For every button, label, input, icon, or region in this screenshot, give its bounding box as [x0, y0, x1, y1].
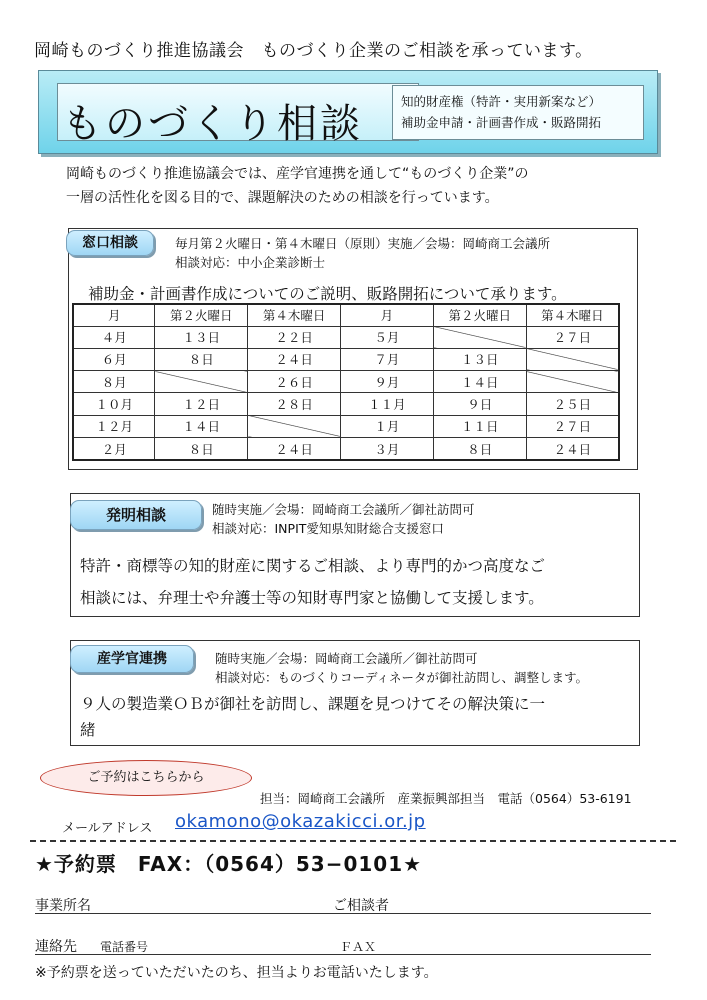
- schedule-header-cell: 第２火曜日: [433, 304, 526, 326]
- madoguchi-tag: 窓口相談: [66, 230, 154, 256]
- schedule-row: [73, 348, 619, 370]
- schedule-cell: ３月: [341, 438, 434, 460]
- madoguchi-info: [175, 234, 550, 272]
- sangaku-tag: 産学官連携: [70, 645, 194, 673]
- schedule-row: [73, 393, 619, 415]
- page-title: ものづくり相談: [62, 101, 363, 147]
- company-label: 事業所名: [35, 898, 91, 914]
- schedule-header-cell: 第４木曜日: [248, 304, 341, 326]
- schedule-cell: ２月: [73, 438, 155, 460]
- person-label: ご相談者: [333, 898, 389, 914]
- hatsumei-tag: 発明相談: [70, 500, 202, 530]
- schedule-cell: １４日: [155, 415, 248, 437]
- sangaku-desc-line: 緒: [80, 721, 96, 739]
- hatsumei-desc-line: 相談には、弁理士や弁護士等の知財専門家と協働して支援します。: [80, 589, 544, 607]
- fax-label: ＦＡＸ: [340, 940, 377, 954]
- schedule-cell: ５月: [341, 326, 434, 348]
- schedule-header-cell: 第２火曜日: [155, 304, 248, 326]
- schedule-cell: ２４日: [526, 438, 619, 460]
- schedule-cell: ２５日: [526, 393, 619, 415]
- schedule-cell: １１月: [341, 393, 434, 415]
- schedule-row: [73, 438, 619, 460]
- schedule-header-cell: 月: [341, 304, 434, 326]
- reserve-bubble: ご予約はこちらから: [40, 760, 252, 796]
- schedule-cell: １２月: [73, 415, 155, 437]
- sangaku-description: [80, 691, 640, 743]
- schedule-cell: [433, 326, 526, 348]
- title-tag-ip: 知的財産権（特許・実用新案など）: [401, 94, 602, 109]
- schedule-cell: ２４日: [248, 438, 341, 460]
- schedule-row: [73, 371, 619, 393]
- schedule-cell: ８日: [433, 438, 526, 460]
- madoguchi-description: 補助金・計画書作成についてのご説明、販路開拓について承ります。: [88, 285, 567, 303]
- hatsumei-desc-line: 特許・商標等の知的財産に関するご相談、より専門的かつ高度なご: [80, 557, 546, 575]
- schedule-cell: １３日: [155, 326, 248, 348]
- sangaku-desc-line: ９人の製造業ＯＢが御社を訪問し、課題を見つけてその解決策に一: [80, 695, 546, 713]
- schedule-row: [73, 326, 619, 348]
- schedule-cell: １４日: [433, 371, 526, 393]
- hatsumei-info-line: 随時実施／会場：岡崎商工会議所／御社訪問可: [212, 502, 475, 517]
- schedule-cell: ２７日: [526, 415, 619, 437]
- schedule-cell: [155, 371, 248, 393]
- schedule-cell: [526, 371, 619, 393]
- sangaku-info-line: 相談対応：ものづくりコーディネータが御社訪問し、調整します。: [215, 670, 589, 685]
- intro-text: [66, 162, 646, 210]
- schedule-header-cell: 月: [73, 304, 155, 326]
- schedule-cell: ２７日: [526, 326, 619, 348]
- schedule-cell: ９日: [433, 393, 526, 415]
- title-tags: [392, 85, 644, 140]
- intro-line: 岡崎ものづくり推進協議会では、産学官連携を通して“ものづくり企業”の: [66, 166, 529, 182]
- schedule-cell: ８月: [73, 371, 155, 393]
- schedule-cell: ２６日: [248, 371, 341, 393]
- schedule-header-row: [73, 304, 619, 326]
- schedule-cell: ９月: [341, 371, 434, 393]
- hatsumei-description: [80, 550, 545, 614]
- schedule-cell: ８日: [155, 348, 248, 370]
- schedule-cell: １１日: [433, 415, 526, 437]
- top-heading: 岡崎ものづくり推進協議会 ものづくり企業のご相談を承っています。: [34, 41, 593, 61]
- sangaku-info: [215, 649, 588, 687]
- phone-label: 電話番号: [100, 940, 149, 954]
- schedule-cell: １０月: [73, 393, 155, 415]
- schedule-cell: ２２日: [248, 326, 341, 348]
- email-label: メールアドレス: [62, 821, 153, 836]
- contact-line: 担当：岡崎商工会議所 産業振興部担当 電話（0564）53-6191: [260, 791, 632, 806]
- schedule-cell: ４月: [73, 326, 155, 348]
- email-link[interactable]: okamono@okazakicci.or.jp: [175, 811, 426, 832]
- schedule-row: [73, 415, 619, 437]
- schedule-cell: ７月: [341, 348, 434, 370]
- hatsumei-info-line: 相談対応：INPIT愛知県知財総合支援窓口: [212, 521, 444, 536]
- schedule-cell: ６月: [73, 348, 155, 370]
- schedule-cell: [526, 348, 619, 370]
- hatsumei-info: [212, 500, 475, 538]
- schedule-cell: ８日: [155, 438, 248, 460]
- contact-label: 連絡先: [35, 939, 77, 955]
- title-tag-subsidy: 補助金申請・計画書作成・販路開拓: [401, 115, 602, 130]
- schedule-cell: １３日: [433, 348, 526, 370]
- schedule-table: [72, 303, 620, 461]
- sangaku-info-line: 随時実施／会場：岡崎商工会議所／御社訪問可: [215, 651, 478, 666]
- schedule-cell: [248, 415, 341, 437]
- schedule-cell: ２４日: [248, 348, 341, 370]
- madoguchi-info-line: 相談対応：中小企業診断士: [175, 255, 326, 270]
- schedule-cell: １２日: [155, 393, 248, 415]
- schedule-cell: ２８日: [248, 393, 341, 415]
- madoguchi-info-line: 毎月第２火曜日・第４木曜日（原則）実施／会場：岡崎商工会議所: [175, 236, 551, 251]
- cut-line: [30, 840, 676, 842]
- intro-line: 一層の活性化を図る目的で、課題解決のための相談を行っています。: [66, 190, 499, 206]
- footer-note: ※予約票を送っていただいたのち、担当よりお電話いたします。: [35, 965, 438, 981]
- schedule-header-cell: 第４木曜日: [526, 304, 619, 326]
- fax-heading: ★予約票 FAX：（0564）53−0101★: [35, 852, 423, 876]
- schedule-cell: １月: [341, 415, 434, 437]
